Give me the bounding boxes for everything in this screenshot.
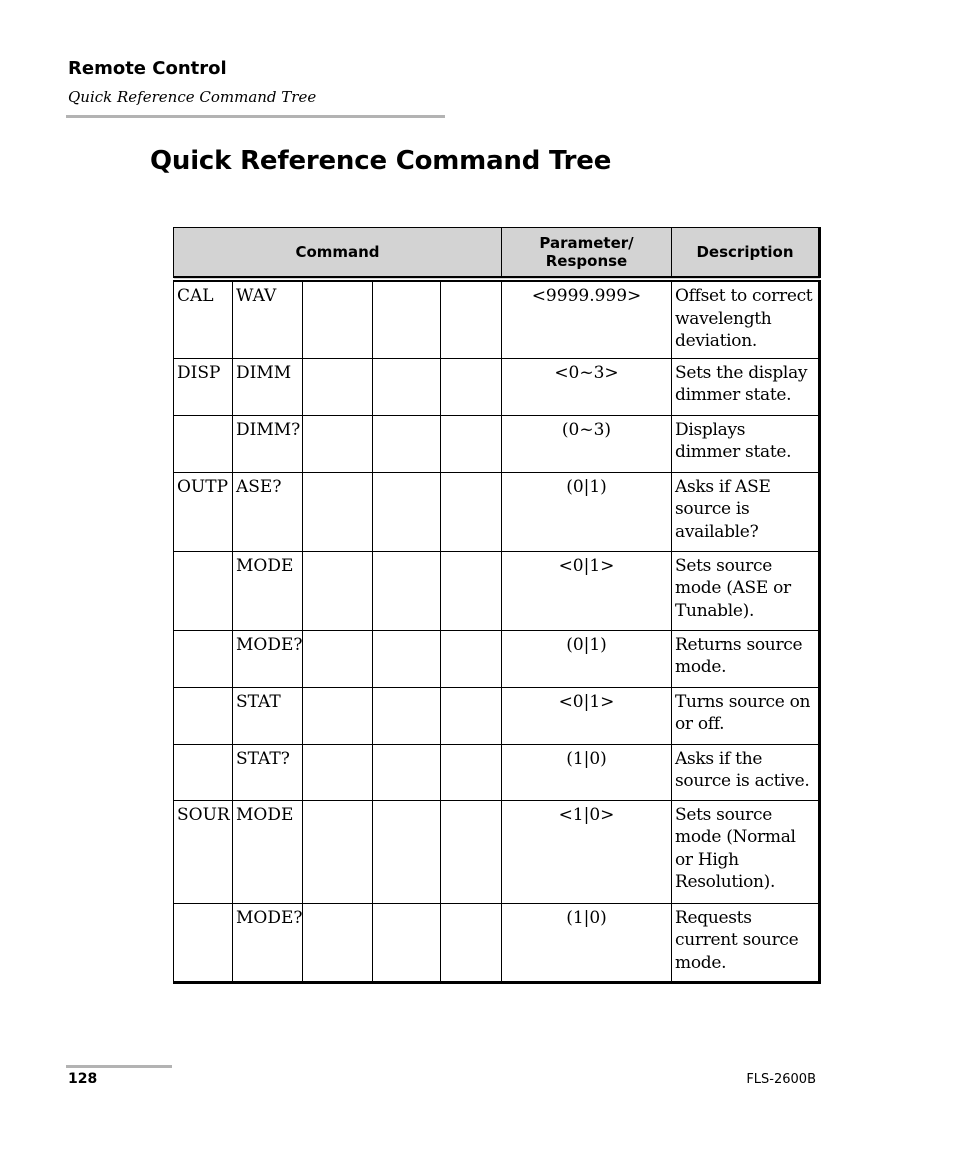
desc-cell: Offset to correct wavelength deviation. [672, 279, 820, 358]
cmd-level2: STAT? [233, 744, 303, 800]
cmd-level1: DISP [174, 358, 233, 415]
desc-cell: Displays dimmer state. [672, 415, 820, 472]
table-row [174, 472, 820, 551]
page-number: 128 [68, 1071, 98, 1087]
table-row [174, 279, 820, 358]
param-cell: (0|1) [502, 472, 672, 551]
cmd-level1 [174, 744, 233, 800]
cmd-level2: MODE? [233, 903, 303, 982]
footer-rule [66, 1065, 172, 1068]
param-cell: (0~3) [502, 415, 672, 472]
cmd-level2: DIMM? [233, 415, 303, 472]
header-rule [66, 115, 445, 118]
param-cell: <0|1> [502, 687, 672, 744]
desc-cell: Asks if the source is active. [672, 744, 820, 800]
cmd-level2: MODE [233, 800, 303, 903]
table-header-row [174, 228, 820, 280]
cmd-level1 [174, 415, 233, 472]
desc-cell: Asks if ASE source is available? [672, 472, 820, 551]
table-row [174, 903, 820, 982]
cmd-level1 [174, 687, 233, 744]
header-parameter: Parameter/ Response [502, 228, 672, 280]
cmd-level1 [174, 630, 233, 687]
subsection-title: Quick Reference Command Tree [68, 88, 317, 106]
section-title: Remote Control [68, 58, 227, 79]
table-row [174, 800, 820, 903]
table-row [174, 744, 820, 800]
param-cell: <0|1> [502, 551, 672, 630]
cmd-level2: DIMM [233, 358, 303, 415]
param-cell: (1|0) [502, 744, 672, 800]
cmd-level2: WAV [233, 279, 303, 358]
header-description: Description [672, 228, 820, 280]
product-model: FLS-2600B [746, 1072, 816, 1087]
table-row [174, 687, 820, 744]
param-cell: (0|1) [502, 630, 672, 687]
desc-cell: Requests current source mode. [672, 903, 820, 982]
table-row [174, 358, 820, 415]
cmd-level2: MODE [233, 551, 303, 630]
cmd-level2: ASE? [233, 472, 303, 551]
cmd-level2: STAT [233, 687, 303, 744]
header-command: Command [174, 228, 502, 280]
desc-cell: Sets source mode (Normal or High Resolution). [672, 800, 820, 903]
table-row [174, 630, 820, 687]
cmd-level1 [174, 551, 233, 630]
desc-cell: Returns source mode. [672, 630, 820, 687]
table-row [174, 551, 820, 630]
param-cell: <9999.999> [502, 279, 672, 358]
param-cell: (1|0) [502, 903, 672, 982]
cmd-level1: SOUR [174, 800, 233, 903]
cmd-level1: OUTP [174, 472, 233, 551]
table-row [174, 415, 820, 472]
desc-cell: Sets source mode (ASE or Tunable). [672, 551, 820, 630]
command-table [173, 227, 821, 984]
page-title: Quick Reference Command Tree [150, 146, 612, 176]
cmd-level1 [174, 903, 233, 982]
param-cell: <0~3> [502, 358, 672, 415]
param-cell: <1|0> [502, 800, 672, 903]
cmd-level1: CAL [174, 279, 233, 358]
desc-cell: Sets the display dimmer state. [672, 358, 820, 415]
cmd-level2: MODE? [233, 630, 303, 687]
desc-cell: Turns source on or off. [672, 687, 820, 744]
